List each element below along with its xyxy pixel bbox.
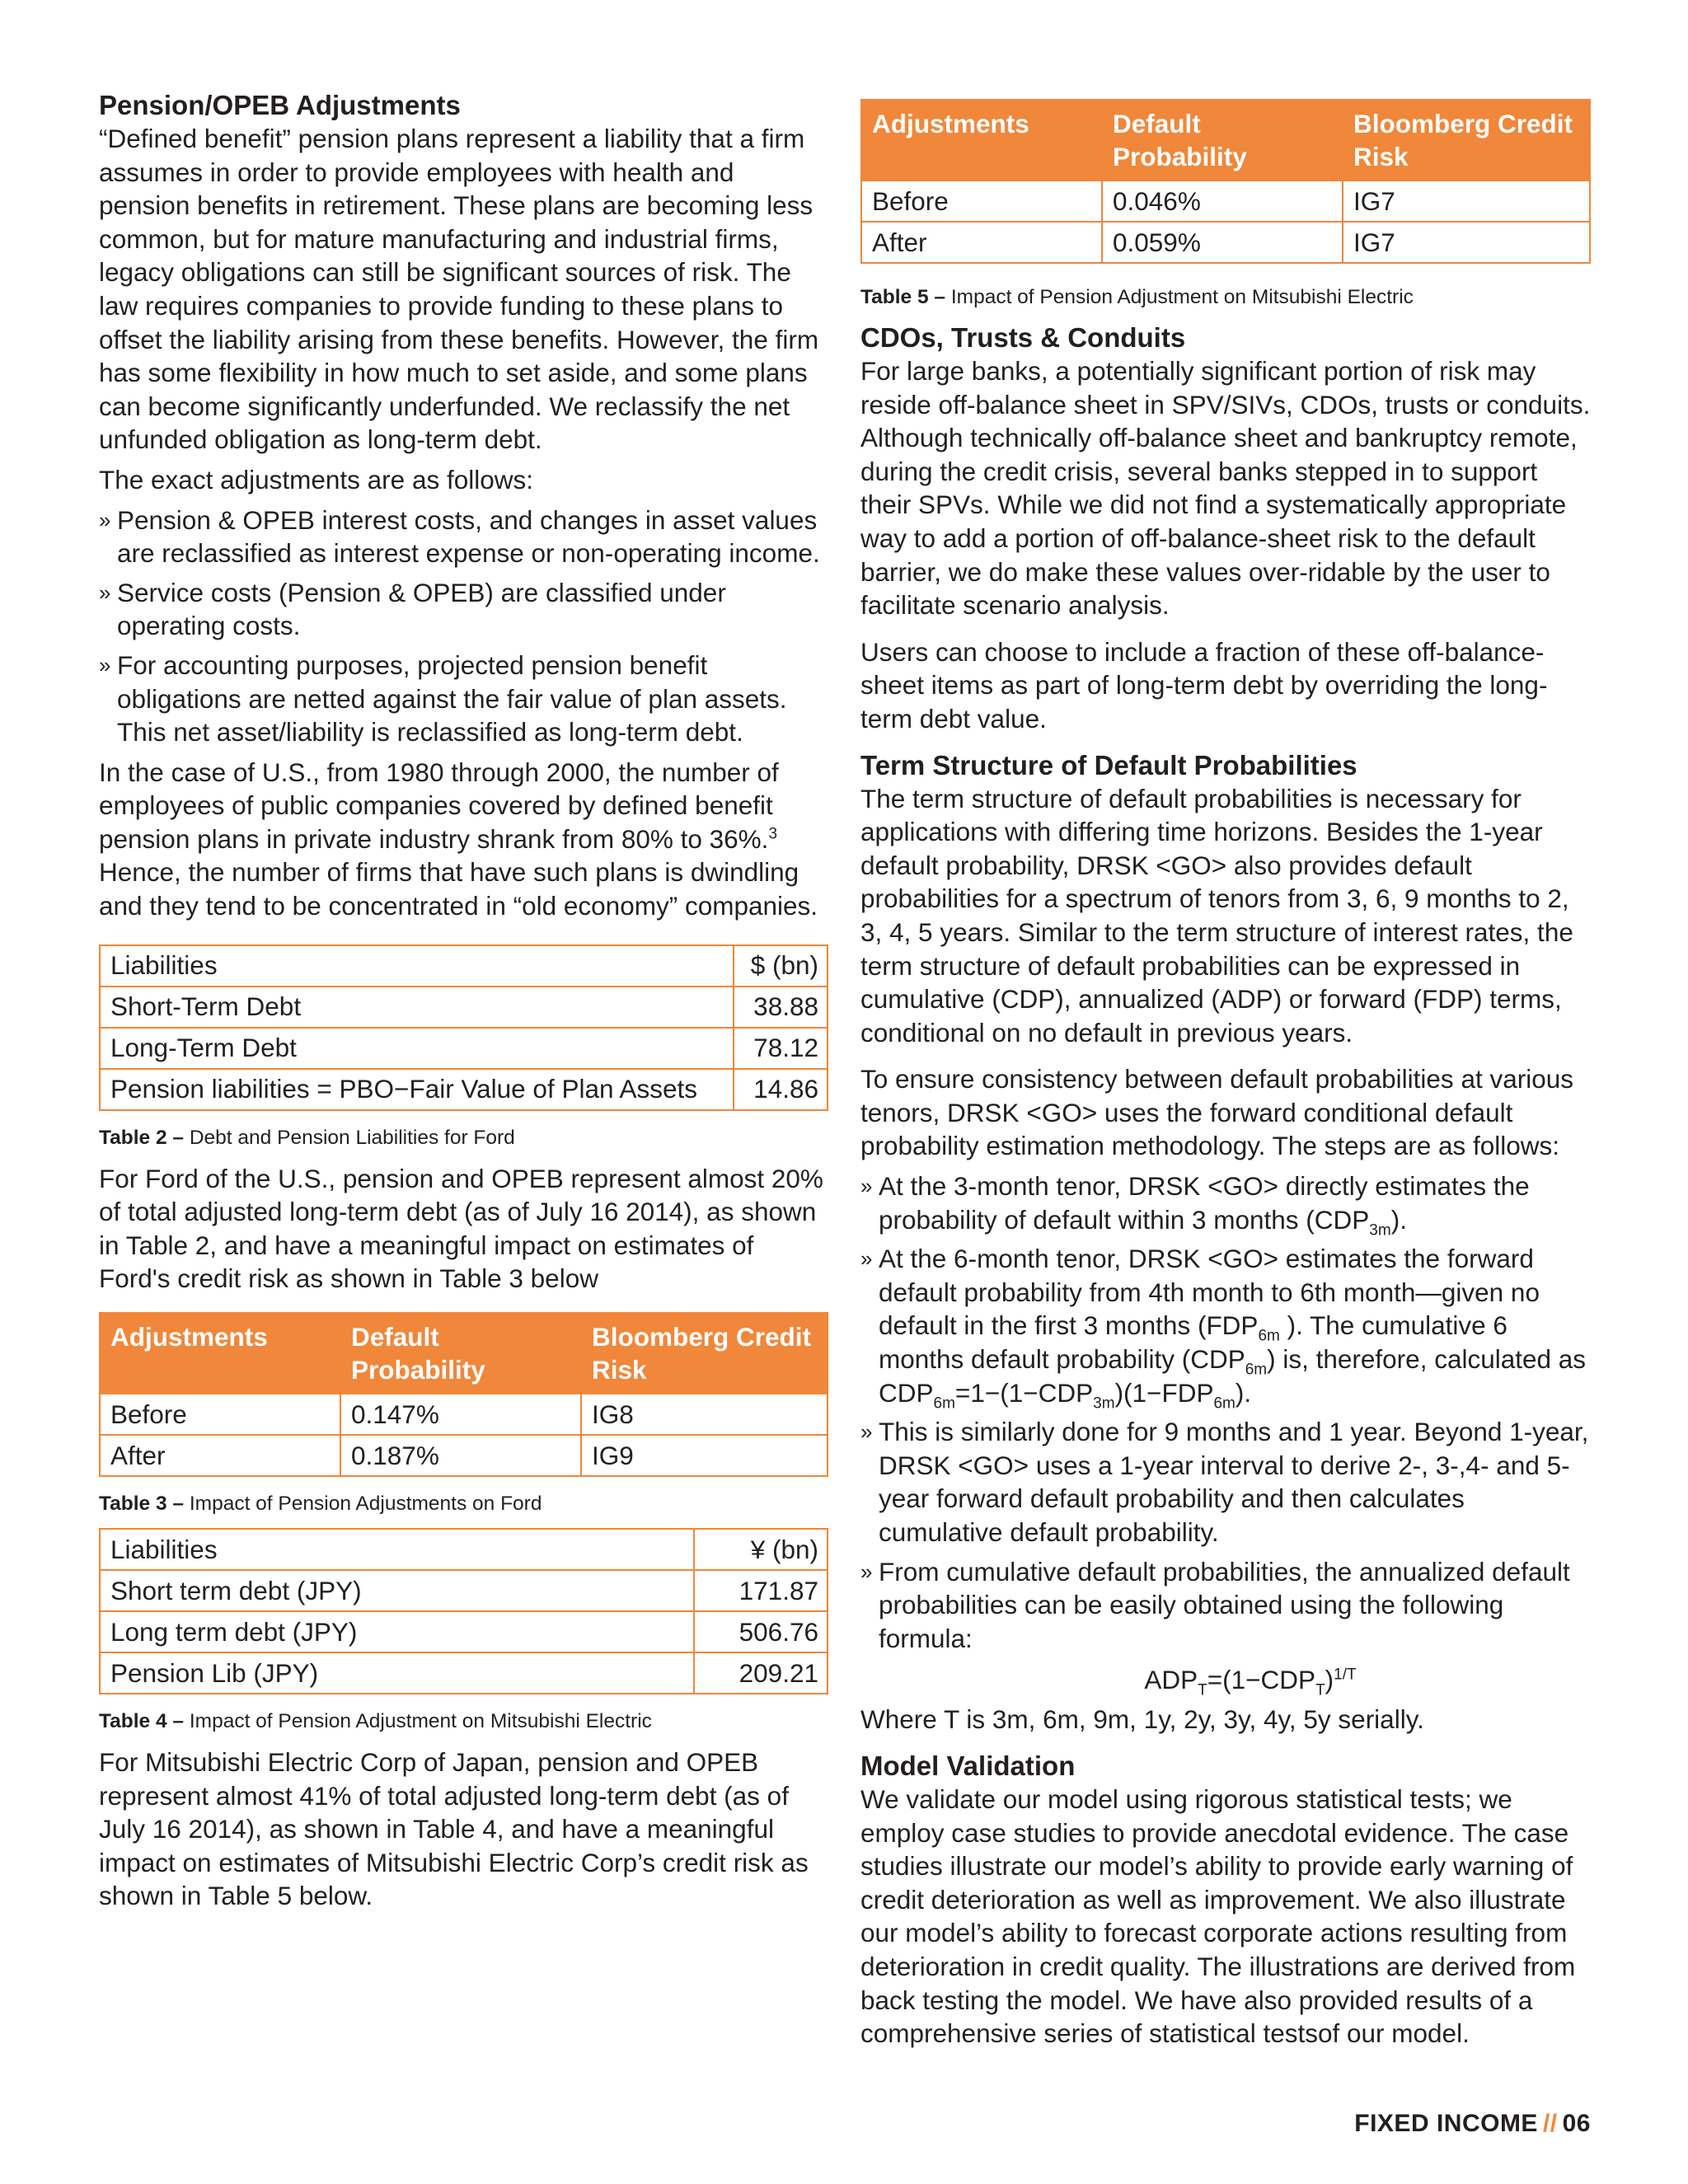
ford-paragraph: For Ford of the U.S., pension and OPEB represent almost 20% of total adjusted long-term debt (as of July 16 2014), as shown in Table 2, and have a meaningful impact on estimates of Ford's credit risk as shown in Table 3 below — [99, 1163, 823, 1294]
bullet-marker: » — [99, 507, 111, 532]
model-validation-paragraph: We validate our model using rigorous statistical tests; we employ case studies to provide anecdotal evidence. The case studies illustrate our model’s ability to provide early warning of credit deterioration as well as improvement. We also illustrate our model’s ability to forecast corporate actions resulting from deterioration in credit quality. The illustrations are derived from back testing the model. We have also provided results of a comprehensive series of statistical testsof our model. — [860, 1783, 1576, 2049]
table-4-mitsubishi-liabilities — [99, 1528, 828, 1694]
pension-paragraph: “Defined benefit” pension plans represent a liability that a firm assumes in order to provide employees with health and pension benefits in retirement. These plans are becoming less common, but for mature manufacturing and industrial firms, legacy obligations can still be significant sources of risk. The law requires companies to provide funding to these plans to offset the liability arising from these benefits. However, the firm has some flexibility in how much to set aside, and some plans can become significantly underfunded. We reclassify the net unfunded obligation as long-term debt. — [99, 124, 819, 455]
table-row: Short-Term Debt 38.88 — [100, 987, 828, 1028]
term-paragraph-1: The term structure of default probabilities is necessary for applications with differing time horizons. Besides the 1-year default probability, DRSK <GO> also provides default probabilities for a spectrum of tenors from 3, 6, 9 months to 2, 3, 4, 5 years. Similar to the term structure of interest rates, the term structure of default probabilities can be expressed in cumulative (CDP), annualized (ADP) or forward (FDP) terms, conditional on no default in previous years. — [860, 783, 1573, 1047]
bullet-marker: » — [860, 1174, 873, 1199]
table-row: Pension liabilities = PBO−Fair Value of Plan Assets 14.86 — [100, 1069, 828, 1110]
list-item: » At the 6-month tenor, DRSK <GO> estimates the forward default probability from 4th month to 6th month—given no default in the first 3 months ($FDP_{6m}$ ). The cumulative 6 months default probability $(CDP_{6m})$ is, therefore, calculated as $CDP_{6m}=1-(1-CDP_{3m})(1-FDP_{6m})$. — [860, 1244, 1587, 1412]
pension-bullet-list — [99, 504, 828, 749]
table-row: Short term debt (JPY) 171.87 — [100, 1570, 828, 1611]
model-validation-heading: Model Validation — [860, 1750, 1076, 1781]
footnote-ref: 3 — [768, 825, 778, 843]
table-row: After 0.059% IG7 — [861, 222, 1590, 263]
list-item: » For accounting purposes, projected pension benefit obligations are netted against the fair value of plan assets. This net asset/liability is reclassified as long-term debt. — [99, 649, 787, 748]
left-column — [99, 89, 828, 1919]
list-item: » At the 3-month tenor, DRSK <GO> directly estimates the probability of default within 3 months $(CDP_{3m})$. — [860, 1171, 1530, 1239]
bullet-marker: » — [860, 1558, 873, 1584]
page-number: 06 — [1562, 2110, 1591, 2137]
list-item: » This is similarly done for 9 months and 1 year. Beyond 1-year, DRSK <GO> uses a 1-year interval to derive 2-, 3-,4- and 5-year forward default probability and then calculates cumulative default probability. — [860, 1417, 1589, 1547]
right-column — [860, 99, 1591, 2057]
table-3-ford-impact — [99, 1312, 828, 1477]
cdo-heading: CDOs, Trusts & Conduits — [860, 322, 1186, 353]
page-footer — [1354, 2110, 1591, 2138]
term-structure-heading: Term Structure of Default Probabilities — [860, 749, 1357, 780]
where-paragraph: Where T is 3m, 6m, 9m, 1y, 2y, 3y, 4y, 5y serially. — [860, 1704, 1424, 1735]
list-item: » Pension & OPEB interest costs, and changes in asset values are reclassified as interest expense or non-operating income. — [99, 504, 820, 569]
table-row: Pension Lib (JPY) 209.21 — [100, 1652, 828, 1694]
table-2-caption: Table 2 – Debt and Pension Liabilities for Ford — [99, 1126, 515, 1149]
adjustments-intro: The exact adjustments are as follows: — [99, 464, 533, 494]
table-header-row: Adjustments Default Probability Bloomberg Credit Risk — [861, 100, 1590, 180]
table-2-ford-liabilities — [99, 944, 828, 1111]
table-row: Long term debt (JPY) 506.76 — [100, 1611, 828, 1652]
table-row: Liabilities $ (bn) — [100, 945, 828, 987]
us-pension-paragraph: In the case of U.S., from 1980 through 2000, the number of employees of public companies covered by defined benefit pension plans in private industry shrank from 80% to 36%.$^3$ Hence, the number of firms that have such plans is dwindling and they tend to be concentrated in “old economy” companies. — [99, 757, 818, 921]
bullet-marker: » — [860, 1246, 873, 1272]
bullet-marker: » — [860, 1419, 873, 1445]
pension-heading: Pension/OPEB Adjustments — [99, 90, 461, 120]
list-item: » From cumulative default probabilities, the annualized default probabilities can be easily obtained using the following formula: — [860, 1556, 1570, 1653]
list-item: » Service costs (Pension & OPEB) are classified under operating costs. — [99, 577, 726, 641]
bullet-marker: » — [99, 652, 111, 677]
table-row: Before 0.147% IG8 — [100, 1394, 828, 1435]
table-row: Long-Term Debt 78.12 — [100, 1028, 828, 1069]
mitsubishi-paragraph: For Mitsubishi Electric Corp of Japan, pension and OPEB represent almost 41% of total adjusted long-term debt (as of July 16 2014), as shown in Table 4, and have a meaningful impact on estimates of Mitsubishi Electric Corp’s credit risk as shown in Table 5 below. — [99, 1747, 809, 1911]
cdo-paragraph-1: For large banks, a potentially significant portion of risk may reside off-balance sheet in SPV/SIVs, CDOs, trusts or conduits. Although technically off-balance sheet and bankruptcy remote, during the credit crisis, several banks stepped in to support their SPVs. While we did not find a systematically appropriate way to add a portion of off-balance-sheet risk to the default barrier, we do make these values over-ridable by the user to facilitate scenario analysis. — [860, 356, 1591, 621]
footer-section: FIXED INCOME — [1354, 2110, 1538, 2137]
table-row: Liabilities ¥ (bn) — [100, 1529, 828, 1570]
term-paragraph-2: To ensure consistency between default probabilities at various tenors, DRSK <GO> uses the forward conditional default probability estimation methodology. The steps are as follows: — [860, 1064, 1574, 1161]
table-3-caption: Table 3 – Impact of Pension Adjustments on Ford — [99, 1493, 542, 1516]
bullet-marker: » — [99, 579, 111, 605]
cdo-paragraph-2: Users can choose to include a fraction of these off-balance-sheet items as part of long-term debt by overriding the long-term debt value. — [860, 636, 1548, 733]
table-row: Before 0.046% IG7 — [861, 180, 1590, 222]
table-5-mitsubishi-impact — [860, 99, 1591, 264]
term-bullet-list — [860, 1169, 1591, 1655]
table-5-caption: Table 5 – Impact of Pension Adjustment on Mitsubishi Electric — [860, 286, 1414, 308]
adp-formula: $ADP_T=(1-CDP_T)^{1/T}$ — [1144, 1665, 1357, 1699]
table-row: After 0.187% IG9 — [100, 1435, 828, 1476]
footer-separator: // — [1542, 2110, 1558, 2137]
table-4-caption: Table 4 – Impact of Pension Adjustment on Mitsubishi Electric — [99, 1710, 652, 1733]
table-header-row: Adjustments Default Probability Bloomberg Credit Risk — [100, 1313, 828, 1394]
